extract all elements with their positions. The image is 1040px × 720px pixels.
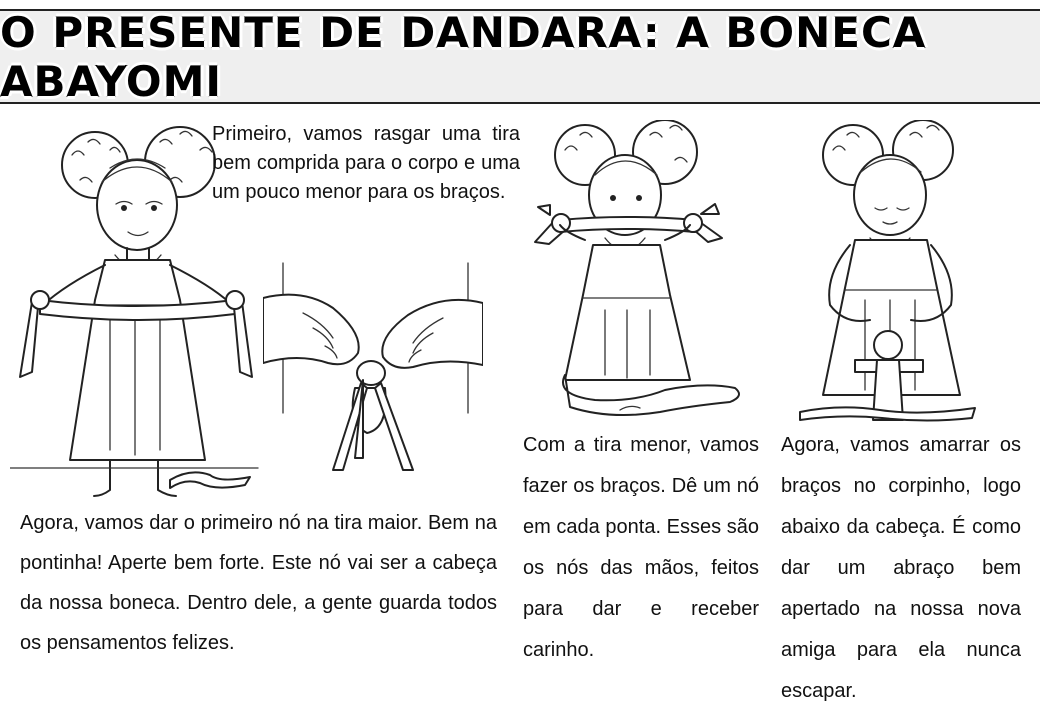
page-title: O PRESENTE DE DANDARA: A BONECA ABAYOMI: [0, 7, 927, 106]
step2-text: Agora, vamos dar o primeiro nó na tira maior. Bem na pontinha! Aperte bem forte. Este nó vai ser a cabeça da nossa boneca. Dentro dele, a gente guarda todos os pensamentos felizes.: [20, 512, 497, 654]
title-banner: [0, 9, 1040, 104]
step3-text: Com a tira menor, vamos fazer os braços. Dê um nó em cada ponta. Esses são os nós das mãos, feitos para dar e receber carinho.: [523, 434, 759, 661]
step4-text: Agora, vamos amarrar os braços no corpinho, logo abaixo da cabeça. É como dar um abraço bem apertado na nossa nova amiga para ela nunca escapar.: [781, 434, 1021, 702]
girl-tying-doll-illustration: [795, 120, 985, 425]
step1-text: Primeiro, vamos rasgar uma tira bem comprida para o corpo e uma um pouco menor para os braços.: [212, 123, 520, 203]
girl-sitting-illustration: [525, 120, 775, 420]
hands-tying-knot-illustration: [263, 258, 483, 476]
